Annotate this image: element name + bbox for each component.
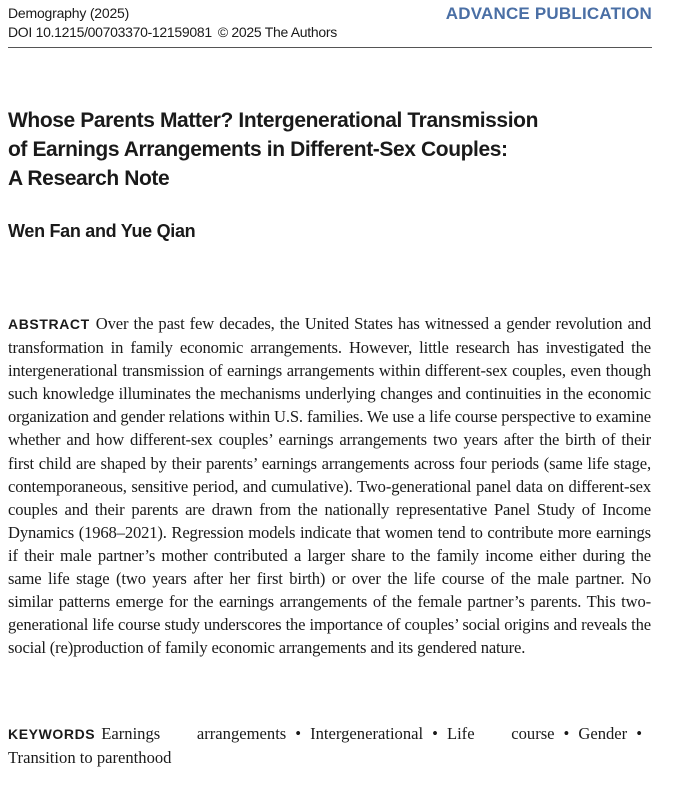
doi-link[interactable]: DOI 10.1215/00703370-12159081 xyxy=(8,24,212,40)
article-title xyxy=(8,106,648,193)
title-line: A Research Note xyxy=(8,167,170,190)
author-list: Wen Fan and Yue Qian xyxy=(8,221,196,241)
advance-publication-label: ADVANCE PUBLICATION xyxy=(445,4,652,23)
keyword-item: Life course xyxy=(446,724,555,743)
keyword-item: Intergenerational xyxy=(310,724,424,743)
copyright-notice: © 2025 The Authors xyxy=(217,24,337,40)
abstract-label: ABSTRACT xyxy=(8,316,90,332)
keywords-section xyxy=(8,722,651,769)
keyword-separator: • xyxy=(563,724,570,743)
header-divider xyxy=(8,47,652,48)
keyword-separator: • xyxy=(636,724,643,743)
keywords-label: KEYWORDS xyxy=(8,726,96,742)
keyword-item: Earnings arrangements xyxy=(101,724,287,743)
title-line: of Earnings Arrangements in Different-Sex Couples: xyxy=(8,138,508,161)
page-header xyxy=(8,4,652,48)
journal-name: Demography (2025) xyxy=(8,5,130,21)
abstract-text: Over the past few decades, the United States has witnessed a gender revolution and transformation in family economic arrangements. However, little research has investigated the intergenerational transmission of earnings arrangements within different-sex couples, even though such knowledge illuminates the mechanisms underlying changes and continuities in the economic organization and gender relations within U.S. families. We use a life course perspective to examine whether and how different-sex couples’ earnings arrangements two years after the birth of their first child are shaped by their parents’ earnings arrangements across four periods (same life stage, contemporaneous, sensitive period, and cumulative). Two-generational panel data on different-sex couples and their parents are drawn from the nationally representative Panel Study of Income Dynamics (1968–2021). Regression models indicate that women tend to contribute more earnings if their male partner’s mother contributed a larger share to the family income either during the same life stage (two years after her first birth) or over the life course of the male partner. No similar patterns emerge for the earnings arrangements of the female partner’s parents. This two-generational life course study underscores the importance of couples’ social origins and reveals the social (re)production of family economic arrangements and its gendered nature. xyxy=(8,314,651,658)
title-line: Whose Parents Matter? Intergenerational Transmission xyxy=(8,109,538,132)
keyword-separator: • xyxy=(432,724,438,743)
keyword-separator: • xyxy=(295,724,302,743)
doi-line xyxy=(8,22,652,42)
abstract-section xyxy=(8,312,651,659)
keyword-item: Transition to parenthood xyxy=(8,748,172,767)
keyword-item: Gender xyxy=(578,724,628,743)
